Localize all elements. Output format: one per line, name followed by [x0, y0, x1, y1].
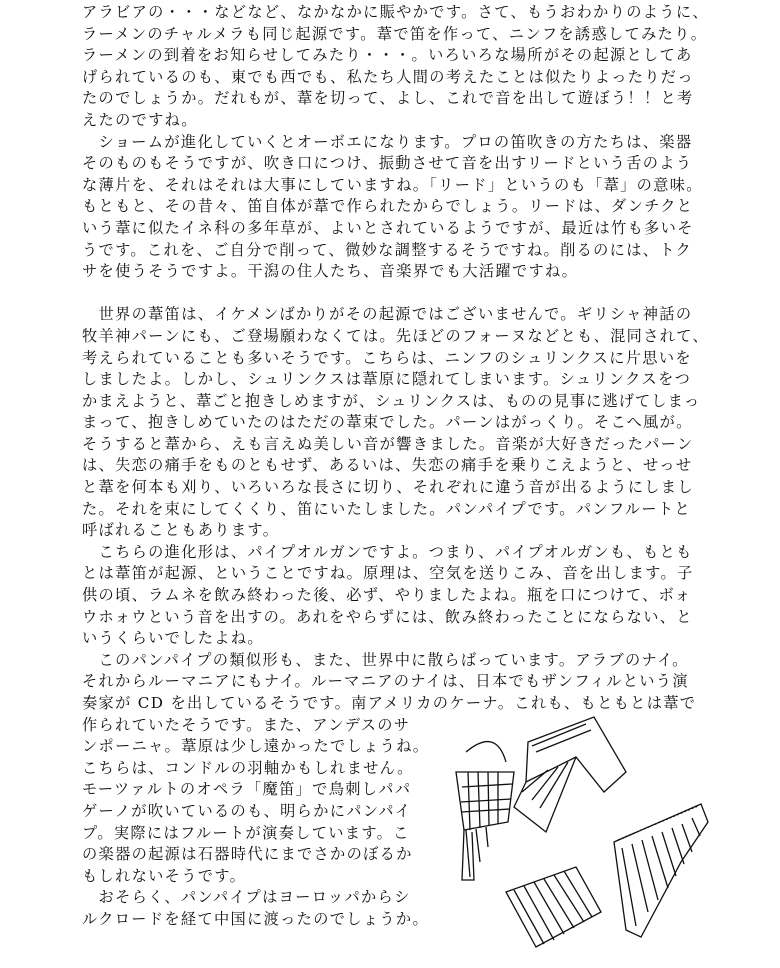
- text-line: おそらく、パンパイプはヨーロッパからシ: [82, 888, 411, 907]
- text-line: たのでしょうか。だれもが、葦を切って、よし、これで音を出して遊ぼう！！と考: [82, 89, 694, 108]
- text-line: こちらは、コンドルの羽軸かもしれません。: [82, 758, 414, 777]
- panpipe-fringed-icon: [614, 804, 708, 937]
- text-line: 供の頃、ラムネを飲み終わった後、必ず、やりましたよね。瓶を口につけて、ボォ: [82, 586, 692, 605]
- text-line: ラーメンのチャルメラも同じ起源です。葦で笛を作って、ニンフを誘惑してみたり。: [82, 24, 708, 43]
- text-line: かまえようと、葦ごと抱きしめますが、シュリンクスは、ものの見事に逃げてしまっ: [82, 391, 701, 410]
- panpipe-raft-icon: [506, 867, 601, 947]
- text-line: ラーメンの到着をお知らせしてみたり・・・。いろいろな場所がその起源としてあ: [82, 46, 693, 65]
- text-line: もともと、その昔々、笛自体が葦で作られたからでしょう。リードは、ダンチクと: [82, 197, 694, 216]
- panpipe-large-icon: [514, 717, 626, 832]
- text-line: このパンパイプの類似形も、また、世界中に散らばっています。アラブのナイ。: [82, 650, 689, 669]
- text-line: 世界の葦笛は、イケメンばかりがその起源ではございませんで。ギリシャ神話の: [82, 305, 693, 324]
- text-line: 牧羊神パーンにも、ご登場願わなくては。先ほどのフォーヌなどとも、混同されて、: [82, 326, 710, 345]
- text-line: えたのですね。: [82, 110, 198, 129]
- text-line: な薄片を、それはそれは大事にしていますね。「リード」というのも「葦」の意味。: [82, 175, 703, 194]
- text-line: いう葦に似たイネ科の多年草が、よいとされているようですが、最近は竹も多いそ: [82, 218, 694, 237]
- text-line: と葦を何本も刈り、いろいろな長さに切り、それぞれに違う音が出るようにしまし: [82, 478, 694, 497]
- panpipe-bundle-icon: [456, 742, 514, 880]
- panpipes-drawing: [436, 712, 766, 952]
- paragraph-shawm: [82, 132, 714, 283]
- paragraph-pan: [82, 304, 714, 542]
- text-line: 呼ばれることもあります。: [82, 521, 280, 540]
- text-line: た。それを束にしてくくり、笛にいたしました。パンパイプです。パンフルートと: [82, 499, 691, 518]
- text-line: いうくらいでしたよね。: [82, 629, 264, 648]
- text-line: そのものもそうですが、吹き口につけ、振動させて音を出すリードという舌のよう: [82, 154, 693, 173]
- text-line: こちらの進化形は、パイプオルガンですよ。つまり、パイプオルガンも、もとも: [82, 542, 693, 561]
- text-line: そうすると葦から、えも言えぬ美しい音が響きました。音楽が大好きだったパーン: [82, 434, 694, 453]
- text-line: の楽器の起源は石器時代にまでさかのぼるか: [82, 845, 413, 864]
- text-line: モーツァルトのオペラ「魔笛」で鳥刺しパパ: [82, 780, 412, 799]
- text-line: ンポーニャ。葦原は少し遠かったでしょうね。: [82, 737, 430, 756]
- text-line: プ。実際にはフルートが演奏しています。こ: [82, 823, 410, 842]
- text-line: ショームが進化していくとオーボエになります。プロの笛吹きの方たちは、楽器: [82, 132, 693, 151]
- text-line: まって、抱きしめていたのはただの葦束でした。パーンはがっくり。そこへ風が。: [82, 413, 693, 432]
- text-line: しましたよ。しかし、シュリンクスは葦原に隠れてしまいます。シュリンクスをつ: [82, 370, 692, 389]
- text-line: ゲーノが吹いているのも、明らかにパンパイ: [82, 801, 412, 820]
- text-line: それからルーマニアにもナイ。ルーマニアのナイは、日本でもザンフィルという演: [82, 672, 689, 691]
- text-line: とは葦笛が起源、ということですね。原理は、空気を送りこみ、音を出します。子: [82, 564, 694, 583]
- text-line: もしれないそうです。: [82, 866, 247, 885]
- text-line: 奏家が CD を出しているそうです。南アメリカのケーナ。これも、もともとは葦で: [82, 694, 697, 712]
- text-line: は、失恋の痛手をものともせず、あるいは、失恋の痛手を乗りこえようと、せっせ: [82, 456, 693, 475]
- text-line: 作られていたそうです。また、アンデスのサ: [82, 715, 411, 734]
- text-line: サを使うそうですよ。干潟の住人たち、音楽界でも大活躍ですね。: [82, 262, 579, 281]
- text-line: アラビアの・・・などなど、なかなかに賑やかです。さて、もうおわかりのように、: [82, 3, 709, 21]
- text-line: 考えられていることも多いそうです。こちらは、ニンフのシュリンクスに片思いを: [82, 348, 692, 367]
- text-line: ルクロードを経て中国に渡ったのでしょうか。: [82, 909, 429, 928]
- blank-line: [82, 283, 714, 305]
- text-line: うです。これを、ご自分で削って、微妙な調整するそうですね。削るのには、トク: [82, 240, 693, 259]
- panpipes-illustration: [436, 712, 766, 952]
- paragraph-organ: [82, 542, 714, 650]
- text-line: げられているのも、東でも西でも、私たち人間の考えたことは似たりよったりだっ: [82, 67, 694, 86]
- paragraph-intro-continued: [82, 2, 714, 132]
- text-line: ウホォウという音を出すの。あれをやらずには、飲み終わったことにならない、と: [82, 607, 693, 626]
